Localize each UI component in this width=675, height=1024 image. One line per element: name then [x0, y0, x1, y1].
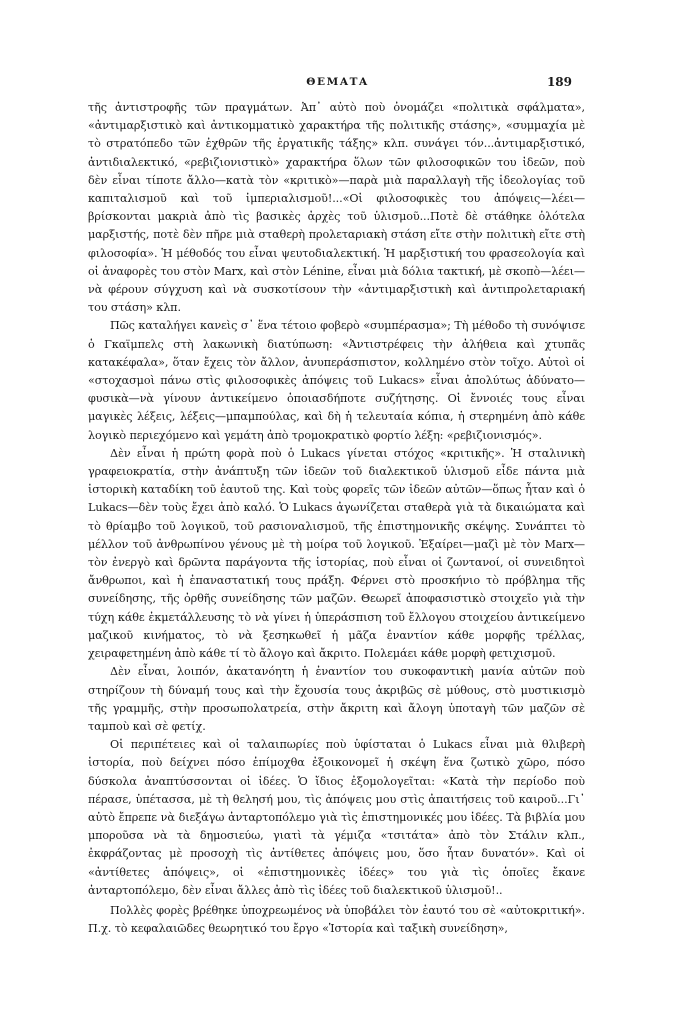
paragraph: Οἱ περιπέτειες καὶ οἱ ταλαιπωρίες ποὺ ὑφίσταται ὁ Lukacs εἶναι μιὰ θλιβερὴ ἱστορία, ποὺ δείχνει πόσο ἐπίμοχθα ἐξοικονομεῖ ἡ σκέψη ἕνα ζωτικὸ χῶρο, πόσο δύσκολα ἀναπτύσσονται οἱ ἰδέες. Ὁ ἴδιος ἐξομολογεῖται: «Κατὰ τὴν περίοδο ποὺ πέρασε, ὑπέτασσα, μὲ τὴ θελησή μου, τὶς ἀπόψεις μου στὶς ἀπαιτήσεις τοῦ καιροῦ...Γι᾿ αὐτὸ ἔπρεπε νὰ διεξάγω ἀνταρτοπόλεμο γιὰ τὶς ἐπιστημονικές μου ἰδέες. Τὰ βιβλία μου μποροῦσα νὰ τὰ δημοσιεύω, γιατὶ τὰ γέμιζα «τσιτάτα» ἀπὸ τὸν Στάλιν κλπ., ἐκφράζοντας μὲ προσοχὴ τὶς ἀντίθετες ἀπόψεις μου, ὅσο ἦταν δυνατόν». Καὶ οἱ «ἀντίθετες ἀπόψεις», οἱ «ἐπιστημονικὲς ἰδέες» του γιὰ τὶς ὁποῖες ἔκανε ἀνταρτοπόλεμο, δὲν εἶναι ἄλλες ἀπὸ τὶς ἰδέες τοῦ διαλεκτικοῦ ὑλισμοῦ!.. [88, 738, 585, 897]
page-header [0, 76, 675, 92]
paragraph: Πῶς καταλήγει κανεὶς σ᾿ ἕνα τέτοιο φοβερὸ «συμπέρασμα»; Τὴ μέθοδο τὴ συνόψισε ὁ Γκαϊμπελς στὴ λακωνικὴ διατύπωση: «Ἀντιστρέφεις τὴν ἀλήθεια καὶ χτυπᾶς κατακέφαλα», ὅταν ἔχεις τὸν ἄλλον, ἀνυπεράσπιστον, κολλημένο στὸν τοῖχο. Αὐτοὶ οἱ «στοχασμοὶ πάνω στὶς φιλοσοφικὲς ἀπόψεις τοῦ Lukacs» εἶναι ἀπολύτως ἀδύνατο—φυσικὰ—νὰ γίνουν ἀντικείμενο ὁποιασδήποτε συζήτησης. Οἱ ἔννοιές τους εἶναι μαγικὲς λέξεις, λέξεις—μπαμπούλας, καὶ δὴ ἡ τελευταία κόπια, ἡ στερημένη ἀπὸ κάθε λογικὸ περιεχόμενο καὶ γεμάτη ἀπὸ τρομοκρατικὸ φορτίο λέξη: «ρεβιζιονισμός». [88, 319, 585, 442]
paragraph: Δὲν εἶναι, λοιπόν, ἀκατανόητη ἡ ἐναντίον του συκοφαντικὴ μανία αὐτῶν ποὺ στηρίζουν τὴ δύναμή τους καὶ τὴν ἔχουσία τους ἀκριβῶς σὲ μύθους, στὸ μυστικισμὸ τῆς γραμμῆς, στὴν προσωπολατρεία, στὴν ἄκριτη καὶ ἄλογη ὑποταγὴ τῶν μαζῶν σὲ ταμποὺ καὶ σὲ φετίχ. [88, 665, 585, 733]
running-title: ΘΕΜΑΤΑ [306, 76, 369, 88]
page-number: 189 [546, 75, 572, 89]
paragraph: Δὲν εἶναι ἡ πρώτη φορὰ ποὺ ὁ Lukacs γίνεται στόχος «κριτικῆς». Ἡ σταλινικὴ γραφειοκρατία, στὴν ἀνάπτυξη τῶν ἰδεῶν τοῦ διαλεκτικοῦ ὑλισμοῦ εἶδε πάντα μιὰ ἱστορικὴ καταδίκη τοῦ ἑαυτοῦ της. Καὶ τοὺς φορεῖς τῶν ἰδεῶν αὐτῶν—ὅπως ἦταν καὶ ὁ Lukacs—δὲν τοὺς ἔχει ἀπὸ καλό. Ὁ Lukacs ἀγωνίζεται σταθερὰ γιὰ τὰ δικαιώματα καὶ τὸ θρίαμβο τοῦ λογικοῦ, τοῦ ρασιοναλισμοῦ, τῆς ἐπιστημονικῆς σκέψης. Συνάπτει τὸ μέλλον τοῦ ἀνθρωπίνου γένους μὲ τὴ μοίρα τοῦ λογικοῦ. Ἐξαίρει—μαζὶ μὲ τὸν Marx—τὸν ἐνεργὸ καὶ δρῶντα παράγοντα τῆς ἱστορίας, ποὺ εἶναι οἱ ζωντανοί, οἱ συνειδητοὶ ἄνθρωποι, καὶ ἡ ἐπαναστατική τους πράξη. Φέρνει στὸ προσκήνιο τὸ πρόβλημα τῆς συνείδησης, τῆς ὀρθῆς συνείδησης τῶν μαζῶν. Θεωρεῖ ἀποφασιστικὸ στοιχεῖο γιὰ τὴν τύχη κάθε ἐκμετάλλευσης τὸ νὰ γίνει ἡ ὑπεράσπιση τοῦ ἔλλογου στοιχείου ἀντικείμενο μαζικοῦ κινήματος, τὸ νὰ ξεσηκωθεῖ ἡ μᾶζα ἐναντίον κάθε μορφῆς τρέλλας, χειραφετημένη ἀπὸ κάθε τί τὸ ἄλογο καὶ ἄκριτο. Πολεμάει κάθε μορφὴ φετιχισμοῦ. [88, 446, 585, 661]
body-text [88, 99, 585, 938]
paragraph-continuation: τῆς ἀντιστροφῆς τῶν πραγμάτων. Ἀπ᾿ αὐτὸ ποὺ ὀνομάζει «πολιτικὰ σφάλματα», «ἀντιμαρξιστικὸ καὶ ἀντικομματικὸ χαρακτήρα τῆς πολιτικῆς στάσης», «συμμαχία μὲ τὸ στρατόπεδο τῶν ἐχθρῶν τῆς ἐργατικῆς τάξης» κλπ. συνάγει τόν...ἀντιμαρξιστικό, ἀντιδιαλεκτικό, «ρεβιζιονιστικὸ» χαρακτήρα ὅλων τῶν φιλοσοφικῶν του ἰδεῶν, ποὺ δὲν εἶναι τίποτε ἄλλο—κατὰ τὸν «κριτικὸ»—παρὰ μιὰ παραλλαγὴ τῆς ἰδεολογίας τοῦ καπιταλισμοῦ καὶ τοῦ ἰμπεριαλισμοῦ!...«Οἱ φιλοσοφικὲς του ἀπόψεις—λέει—βρίσκονται μακριὰ ἀπὸ τὶς βασικὲς ἀρχὲς τοῦ ὑλισμοῦ...Ποτὲ δὲ στάθηκε ὁλότελα μαρξιστής, ποτὲ δὲν πῆρε μιὰ σταθερὴ προλεταριακὴ στάση εἴτε στὴν πολιτικὴ εἴτε στὴ φιλοσοφία». Ἡ μέθοδός του εἶναι ψευτοδιαλεκτική. Ἡ μαρξιστική του φρασεολογία καὶ οἱ ἀναφορὲς του στὸν Marx, καὶ στὸν Lénine, εἶναι μιὰ δόλια τακτική, μὲ σκοπὸ—λέει—νὰ φέρουν σύγχυση καὶ νὰ συσκοτίσουν τὴν «ἀντιμαρξιστικὴ καὶ ἀντιπρολεταριακή του στάση» κλπ. [88, 101, 585, 315]
paragraph: Πολλὲς φορὲς βρέθηκε ὑποχρεωμένος νὰ ὑποβάλει τὸν ἑαυτό του σὲ «αὐτοκριτική». Π.χ. τὸ κεφαλαιῶδες θεωρητικό του ἔργο «Ἱστορία καὶ ταξικὴ συνείδηση», [88, 903, 585, 936]
